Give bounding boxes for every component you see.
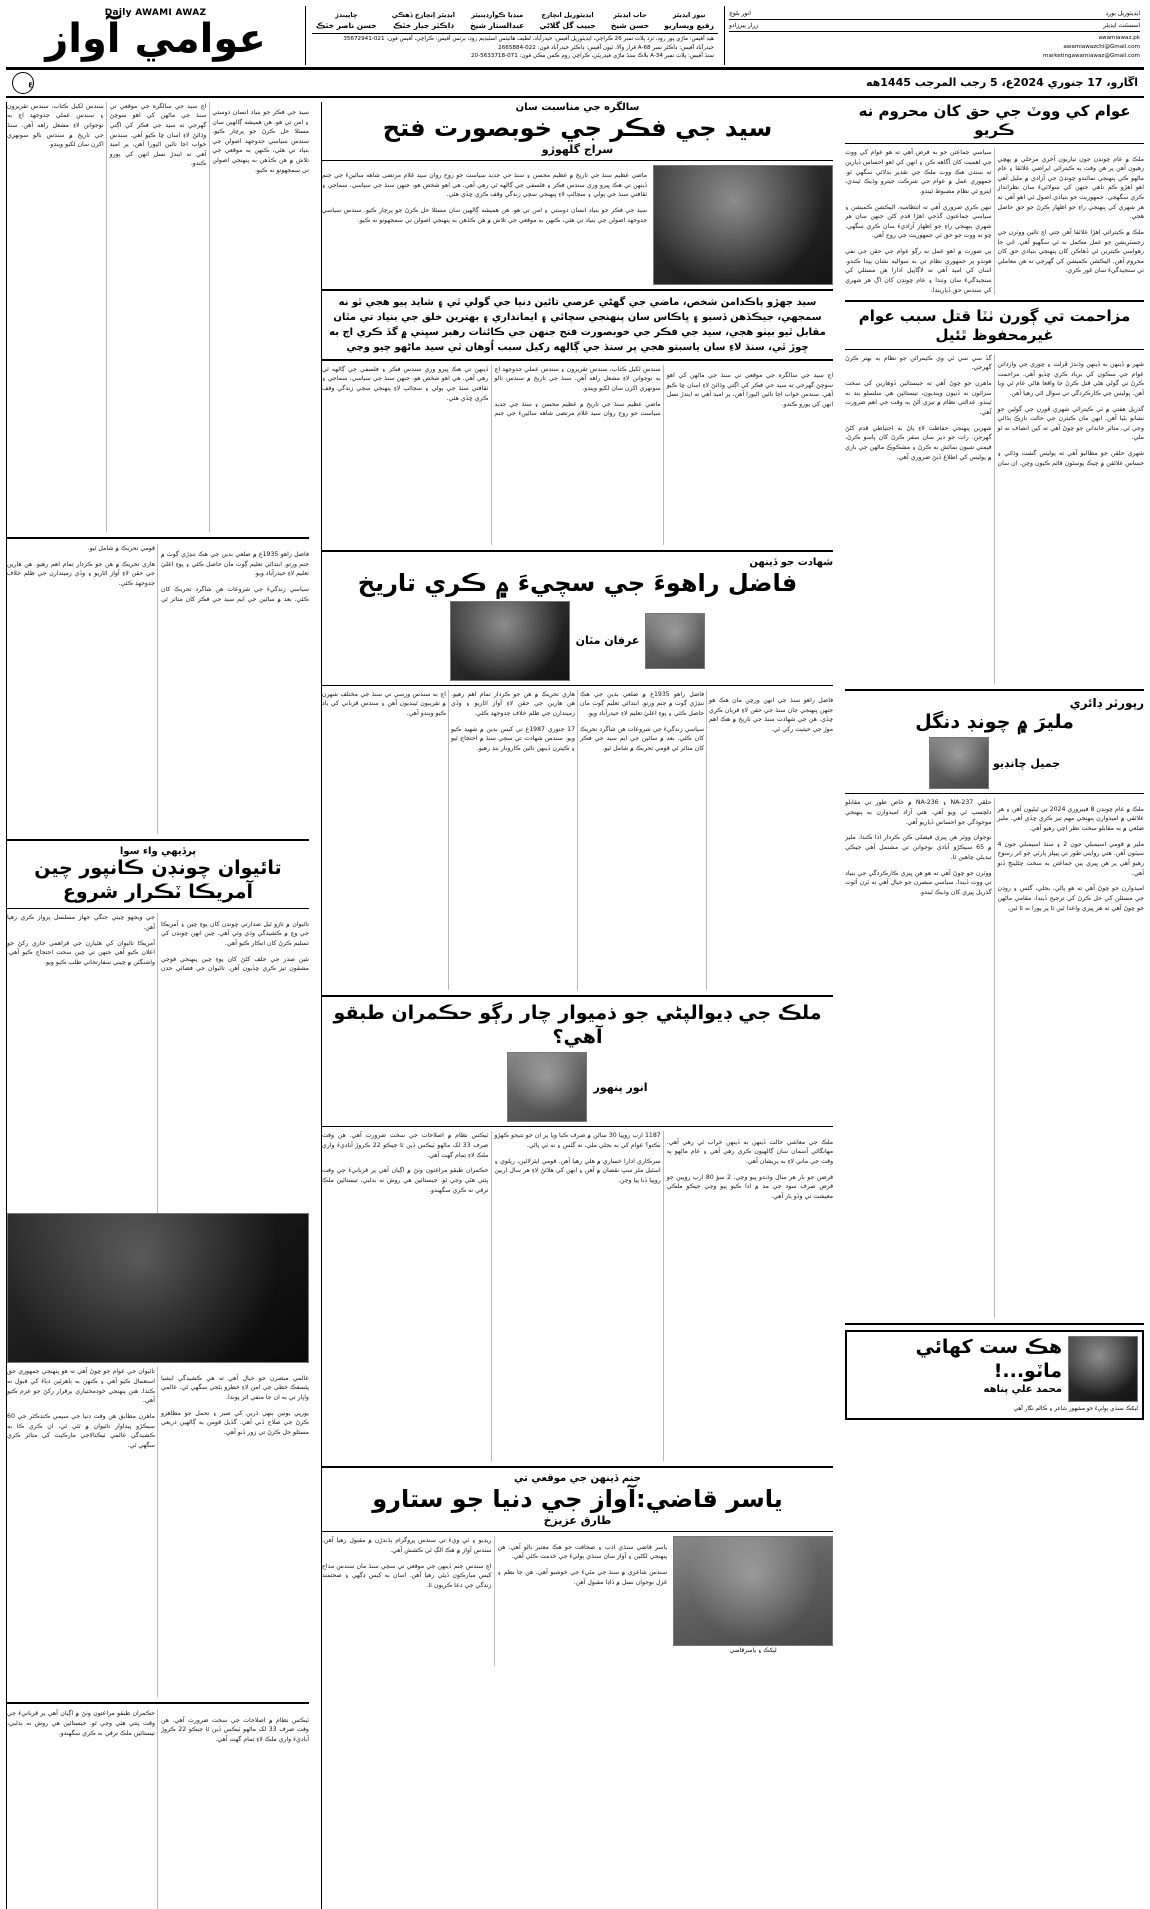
editorial-2-body [845, 354, 1144, 684]
staff-name-4: حبيب گل گلاڻي [539, 21, 596, 31]
staff-name-3: حسن شيخ [610, 21, 650, 31]
diary-p5: ووٽرن جو چوڻ آهي ته هو هن ڀيري ڪارڪردگي جي بنياد تي ووٽ ڏيندا. سياسي مبصرن جو خيال آهي ته ٽرن آئوٽ گذريل ڀيري کان وڌيڪ ٿيندو. [845, 869, 992, 896]
masthead [6, 6, 1144, 69]
staff-name-2: رفيع ويساريو [664, 21, 714, 31]
martyrdom-p0: فاضل راهو سنڌ جي انهن ورڇن مان هڪ هو جنهن پنهنجي جان سنڌ جي حقن لاءِ قربان ڪري ڇڏي. هن جي شهادت سنڌ جي تاريخ ۾ هڪ اهم موڙ جي حيثيت رکي ٿي. [709, 697, 834, 733]
diary-author-photo [929, 737, 989, 789]
left-mid-p2: هاري تحريڪ ۾ هن جو ڪردار تمام اهم رهيو. هن هارين جي حقن لاءِ آواز اٿاريو ۽ وڏي زميندارن جي ظلم خلاف جدوجهد ڪئي. [7, 560, 155, 587]
yasir-kicker: جنم ڏينهن جي موقعي تي [514, 1473, 641, 1485]
economy-p0: ملڪ جي معاشي حالت ڏينهن به ڏينهن خراب ٿي رهي آهي. مهانگائي آسمان سان ڳالهيون ڪري رهي آهي ۽ عام ماڻهو ٻه وقت جي ماني لاءِ به پريشان آهي. [666, 1138, 834, 1165]
staff-role-7: ڇاپيندڙ [335, 10, 358, 19]
feature-byline: محمد علي پناهه [983, 1383, 1062, 1395]
lead-photo [653, 165, 833, 285]
dateline-text: اڱارو، 17 جنوري 2024ع، 5 رجب المرجب 1445هه [865, 76, 1138, 90]
yasir-p1: سندس شاعري ۾ سنڌ جي مٽيءَ جي خوشبو آهي. هن جا نظم ۽ غزل نوجوان نسل ۾ ڏاڍا مقبول آهن. [497, 1568, 668, 1586]
diary-p3: حلقي NA-237 ۽ NA-236 ۾ خاص طور تي مقابلو دلچسپ ٿي ويو آهي. هتي آزاد اميدوارن به پنهنجي موجودگي جو احساس ڏياريو آهي. [845, 799, 992, 826]
editorial-2-p3: ماهرن جو چوڻ آهي ته جيستائين ڏوهارين کي سخت سزائون نه ڏنيون وينديون، تيستائين هي سلسلو بند نه ٿيندو. عدالتي نظام ۾ تيزي آڻڻ به وقت جي اهم ضرورت آهي. [845, 380, 992, 416]
taiwan-p0: تائيوان ۾ تازو ٿيل صدارتي چونڊن کان پوءِ چين ۽ آمريڪا جي وچ ۾ ڪشيدگي وڌي وئي آهي. چين انهن چونڊن کي تسليم ڪرڻ کان انڪار ڪيو آهي. [160, 920, 309, 947]
diary-p1: ملير ۾ قومي اسيمبلي جون 2 ۽ سنڌ اسيمبلي جون 4 سيٽون آهن. هتي روايتي طور تي پيپلز پارٽي جو اثر رسوخ رهيو آهي پر هن ڀيري ٻين جماعتن به سخت چئلينج ڏنو آهي. [997, 840, 1144, 877]
dateline-bar [6, 69, 1144, 98]
taiwan-headline: تائيوان چونڊن ڪانپور چين آمريڪا ٽڪرار شروع [34, 856, 282, 903]
editorial-1-p3: تنهن ڪري ضروري آهي ته انتظاميه، اليڪشن ڪميشن ۽ سياسي جماعتون گڏجي اهڙا قدم کڻن جنهن سان هر شهري پنهنجي راءِ جو اظهار آزاديءَ سان ڪري سگهي. ڇو ته ووٽ جو حق ئي جمهوريت جي روح آهي. [845, 203, 992, 240]
yasir-photo-caption: ليکڪ ۽ ياسرقاضي [729, 1647, 777, 1655]
martyrdom-p5: اڄ به سندس ورسي تي سنڌ جي مختلف شهرن ۾ تقريبون ٿينديون آهن ۽ سندس قرباني کي ياد ڪيو ويندو آهي. [321, 690, 446, 718]
taiwan-article [7, 846, 309, 1698]
lead-p0: ماضي عظيم سنڌ جي تاريخ ۾ عظيم محسن ۽ سنڌ جي جديد سياست جو روح روان سيد غلام مرتضى شاهه سائينءَ جي جنم ڏينهن تي هڪ ڀيرو وري سندس فڪر ۽ فلسفي جي ڳالهه ٿي رهي آهي. هي اهو شخص هو، جنهن سنڌ جي سياسي، سماجي ۽ ثقافتي سنڌ جي ٻولي ۽ سڃاڻپ لاءِ پنهنجي سڄي زندگي وقف ڪري ڇڏي هئي. [321, 172, 648, 199]
staff-role-3: جاب ايڊيٽر [613, 10, 647, 19]
masthead-staff-block [306, 6, 724, 65]
contact-lines [312, 34, 718, 62]
left-cont-p2: سندس لکيل ڪتاب، سندس تقريرون ۽ سندس عملي جدوجهد اڄ به نوجوانن لاءِ مشعل راهه آهن. سنڌ جي تاريخ ۾ سندس نالو سونهري اکرن سان لکيو ويندو. [7, 102, 104, 149]
taiwan-photo [7, 1213, 309, 1363]
taiwan-body-bottom [7, 1367, 309, 1697]
editorial-1-headline: عوام کي ووٽ جي حق کان محروم نه ڪريو [858, 101, 1131, 139]
lead-pull-quote: سيد جهڙو پاڪدامن شخص، ماضي جي گهڻي عرصي تائين دنيا جي گولي ٿي ۽ شايد پيو هجي ٿو نه سمجهي، جيڪڏهن ڏسبو ۽ ڀاڪاس سان پنهنجي سچائي ۽ ايمانداري ۽ بهترين خلق جي بنياد تي مٿان مقابل ٿيو بيٺو هجي، سيد جي فڪر جي خوبصورت فتح جنهن جي ڪائنات رهبر سڀني ۾ گڏ ڪري اڄ به ڇوڙ ٿي، سنڌ لاءِ سان ياسبتو هجي پر سنڌ جي ڳالهه رکيل سبب اُوهان ٿي سيد ماڻهو چيو وڃي [322, 289, 833, 361]
lead-profile [322, 102, 833, 545]
diary-p4: نوجوان ووٽر هن ڀيري فيصلي ڪن ڪردار ادا ڪندا. ملير ۾ 65 سيڪڙو آبادي نوجوانن تي مشتمل آهي جيڪي تبديلي چاهين ٿا. [845, 834, 992, 861]
economy-headline: ملڪ جي ڊيوالپڻي جو ذميوار چار رڳو حڪمران طبقو آهي؟ [333, 1001, 822, 1048]
logo-sindhi: عوامي آواز [45, 16, 266, 62]
economy-author-photo [507, 1052, 587, 1122]
staff-role-4: ايڊيٽوريل انچارج [541, 10, 594, 19]
flag-icon [8, 1214, 308, 1362]
economy-p5: حڪمران طبقو مراعتون وٺڻ ۾ اڳيان آهي پر قربانيءَ جي وقت پٺتي هٽي وڃي ٿو. جيستائين هي روش نه بدلبي، تيستائين ملڪ ترقي نه ڪري سگهندو. [321, 1167, 489, 1194]
editorial-1-p4: ٻي صورت ۾ اهو عمل نه رڳو عوام جي حقن جي نفي هوندو پر جمهوري نظام تي به سواليه نشان پيدا ڪندو. اسان کي اميد آهي ته لاڳاپيل ادارا هن مسئلي کي سنجيدگيءَ سان وٺندا ۽ عام چونڊن کان اڳ هر شهري کي سندس حق ڏياريندا. [845, 248, 992, 294]
diary-headline: مليرَ ۾ چونڊ دنگل [915, 710, 1074, 733]
staff-name-1: زرار پيرزادو [729, 22, 759, 29]
lead-byline: سراج گلهوڙو [541, 142, 614, 156]
left-mid-p1: سياسي زندگيءَ جي شروعات هن شاگرد تحريڪ کان ڪئي. بعد ۾ سائين جي ايم سيد جي فڪر کان متاثر ٿي قومي تحريڪ ۾ شامل ٿيو. [87, 544, 309, 603]
martyrdom-subject-photo [450, 601, 570, 681]
staff-role-2: نيوز ايڊيٽر [672, 10, 706, 19]
diary-p0: ملڪ ۾ عام چونڊن 8 فيبروري 2024 تي ٿيڻيون آهن ۽ هر علائقي ۾ اميدوارن پنهنجي مهم تيز ڪري ڇڏي آهي. ملير ضلعي ۾ به مقابلو سخت نظر اچي رهيو آهي. [997, 805, 1144, 832]
yasir-body [322, 1536, 667, 1666]
staff-role-0: ايڊيٽوريل بورڊ [1105, 10, 1140, 17]
feature-title: هڪ ست کھائي [915, 1336, 1062, 1359]
lead-p1: سيد جي فڪر جو بنياد انسان دوستي ۽ امن تي هو. هن هميشه ڳالهين سان مسئلا حل ڪرڻ جو پرچار ڪيو. سندس سياسي جدوجهد اصولن جي بنياد تي هئي، ڪنهن به موقعي جي تلاش ۾ هن ڪڏهن به پنهنجي اصولن تي سمجهوتو نه ڪيو. [321, 207, 648, 224]
email-marketing[interactable]: marketingawamiawaz@Gmail.com [1043, 52, 1140, 59]
staff-name-5: عبدالستار شيخ [470, 21, 525, 31]
left-bot-p1: حڪمران طبقو مراعتون وٺڻ ۾ اڳيان آهي پر قربانيءَ جي وقت پٺتي هٽي وڃي ٿو. جيستائين هي روش نه بدلبي، تيستائين ملڪ ترقي نه ڪري سگهندو. [7, 1710, 155, 1737]
yasir-article [322, 1473, 833, 1666]
diary-p2: اميدوارن جو چوڻ آهي ته هو پاڻي، بجلي، گئس ۽ روڊن جي مسئلن کي حل ڪرڻ کي ترجيح ڏيندا. مقامي ماڻهن جو چوڻ آهي ته هر ڀيري واعدا ٿين ٿا پر پورا نه ٿا ٿين. [997, 885, 1144, 912]
contact-line-0: هيڊ آفيس: ماڙي پور روڊ، نزد پلاٽ نمبر 26 ڪراچي، ايڊيٽوريل آفيس: حيدرآباد، لطيف هائيٽس اسٽيڊيم روڊ، بزنس آفيس: ڪراچي، آفيس فون: 021-35672941 [343, 36, 714, 43]
yasir-byline: طارق عزيزخ [543, 1514, 612, 1528]
reporter-diary-section [845, 696, 1144, 1319]
taiwan-p6: ماهرن مطابق هن وقت دنيا جي سيمي ڪنڊڪٽر جي 60 سيڪڙو پيداوار تائيوان ۾ ٿئي ٿي، ان ڪري ڪا به ڪشيدگي عالمي ٽيڪنالاجي مارڪيٽ کي متاثر ڪري سگهي ٿي. [7, 1412, 155, 1449]
left-top-continuation [7, 102, 309, 532]
lead-headline: سيد جي فڪر جي خوبصورت فتح [382, 113, 773, 142]
editorial-2-headline: مزاحمت تي ڳورن ٺٽا قتل سبب عوام غيرمحفوظ ٿئيل [858, 307, 1131, 344]
martyrdom-p1: فاضل راهو 1935ع ۾ ضلعي بدين جي هڪ ننڍڙي ڳوٺ ۾ جنم ورتو. ابتدائي تعليم ڳوٺ مان حاصل ڪئي ۽ پوءِ اعليٰ تعليم لاءِ حيدرآباد ويو. [580, 690, 705, 718]
contact-line-1: حيدرآباد آفيس: ڊاڪٽر نمبر A-68 قرار والا، ٽيون آفيس: ڊاڪٽر حيدرآباد فون: 022-2665884 [498, 44, 714, 51]
editorial-1-body [845, 148, 1144, 295]
yasir-p0: ياسر قاضي سنڌي ادب ۽ صحافت جو هڪ معتبر نالو آهي. هن پنهنجي لکڻين ۽ آواز سان سنڌي ٻوليءَ جي خدمت ڪئي آهي. [497, 1543, 668, 1561]
martyrdom-author-photo [645, 613, 705, 669]
left-cont-p0: سيد جي فڪر جو بنياد انسان دوستي ۽ امن تي هو. هن هميشه ڳالهين سان مسئلا حل ڪرڻ جو پرچار ڪيو. سندس سياسي جدوجهد اصولن جي بنياد تي هئي، ڪنهن به موقعي جي تلاش ۾ هن ڪڏهن به پنهنجي اصولن تي سمجهوتو نه ڪيو. [212, 109, 309, 174]
diary-byline: جميل چانڊيو [993, 756, 1061, 770]
editorial-2-p4: شهرين پنهنجي حفاظت لاءِ پاڻ به احتياطي قدم کڻڻ گهرجن. رات جو دير سان سفر ڪرڻ کان پاسو ڪرڻ، قيمتي شيون نمائش نه ڪرڻ ۽ مشڪوڪ ماڻهن جي باري ۾ پوليس کي اطلاع ڏيڻ ضروري آهي. [845, 424, 992, 461]
taiwan-p5: تائيوان جي عوام جو چوڻ آهي ته هو پنهنجي جمهوري حق استعمال ڪيو آهي ۽ ڪنهن به ٻاهرئين دٻاءَ کي قبول نه ڪندا. هنن پنهنجي خودمختياري برقرار رکڻ جو عزم ڪيو آهي. [7, 1368, 155, 1405]
logo-english: Daily AWAMI AWAZ [104, 8, 207, 18]
masthead-contact-block [724, 6, 1144, 65]
column-left [6, 102, 315, 1909]
column-middle [321, 102, 839, 1909]
main-content-grid [6, 102, 1144, 1909]
staff-name-7: حسن ناصر خٽڪ [316, 21, 377, 31]
lead-p2: اڄ سيد جي سالگره جي موقعي تي سنڌ جي ماڻهن کي اهو سوچڻ گهرجي ته سيد جي فڪر کي اڳتي وڌائڻ لاءِ اسان ڇا ڪيو آهي. سندس خواب اڃا تائين اڻپورا آهن، پر اميد آهي ته ايندڙ نسل انهن کي پورو ڪندو. [666, 372, 834, 408]
lead-p3: سندس لکيل ڪتاب، سندس تقريرون ۽ سندس عملي جدوجهد اڄ به نوجوانن لاءِ مشعل راهه آهن. سنڌ جي تاريخ ۾ سندس نالو سونهري اکرن سان لکيو ويندو. [494, 365, 661, 393]
staff-role-5: ميڊيا ڪوآرڊينيٽر [471, 10, 524, 19]
editorial-1-p2: سياسي جماعتن جو به فرض آهي ته هو عوام کي ووٽ جي اهميت کان آگاهه ڪن ۽ انهن کي اهو احساس ڏيارين ته سندن هڪ ووٽ ملڪ جي تقدير بدلائي سگهي ٿو. جمهوري عمل ۾ عوام جي شرڪت جيترو وڌيڪ ٿيندي، ايترو ئي نظام مضبوط ٿيندو. [845, 149, 992, 195]
martyrdom-article [322, 557, 833, 990]
email-site[interactable]: awamiawaz.pk [1098, 35, 1140, 41]
email-editorial[interactable]: awamiawazchi@Gmail.com [1063, 43, 1140, 50]
yasir-p3: اڄ سندس جنم ڏينهن جي موقعي تي سڄي سنڌ مان سندس مداح کيس مبارڪون ڏيئي رهيا آهن. اسان به کيس ڊگهي ۽ صحتمند زندگي جي دعا ڪريون ٿا. [321, 1562, 492, 1589]
martyrdom-p2: سياسي زندگيءَ جي شروعات هن شاگرد تحريڪ کان ڪئي. بعد ۾ سائين جي ايم سيد جي فڪر کان متاثر ٿي قومي تحريڪ ۾ شامل ٿيو. [580, 725, 705, 753]
martyrdom-headline: فاضل راهوءَ جي سچيءَ ۾ ڪري تاريخ [357, 568, 798, 597]
staff-role-1: اسسٽنٽ ايڊيٽر [1103, 22, 1140, 29]
masthead-logo-block [6, 6, 306, 65]
economy-p2: 1187 ارب روپيا 30 سالن ۾ صرف ڪيا ويا پر ان جو نتيجو ڪهڙو نڪتو؟ عوام کي نه بجلي ملي، نه گئس ۽ نه ئي پاڻي. [494, 1132, 661, 1149]
editorial-2-p0: شهر ۾ ڏينهن به ڏينهن وڌندڙ ڦرلٽ ۽ چوري جي وارداتن عوام جي سڪون کي برباد ڪري ڇڏيو آهي. مزاحمت ڪرڻ تي گولي هڻي قتل ڪرڻ جا واقعا هاڻي عام ٿي ويا آهن. پوليس جي ڪارڪردگي تي سوال اٿي رهيا آهن. [997, 360, 1144, 397]
left-bot-p0: ٽيڪس نظام ۾ اصلاحات جي سخت ضرورت آهي. هن وقت صرف 33 لک ماڻهو ٽيڪس ڏين ٿا جيڪو 22 ڪروڙ آباديءَ واري ملڪ لاءِ تمام گهٽ آهي. [160, 1716, 309, 1743]
bottom-feature-box [845, 1330, 1144, 1419]
lead-p0-repeat: ماضي عظيم سنڌ جي تاريخ ۾ عظيم محسن ۽ سنڌ جي جديد سياست جو روح روان سيد غلام مرتضى شاهه سائينءَ جي جنم ڏينهن تي هڪ ڀيرو وري سندس فڪر ۽ فلسفي جي ڳالهه ٿي رهي آهي. هي اهو شخص هو، جنهن سنڌ جي سياسي، سماجي ۽ ثقافتي سنڌ جي ٻولي ۽ سڃاڻپ لاءِ پنهنجي سڄي زندگي وقف ڪري ڇڏي هئي. [321, 365, 661, 418]
lead-body [322, 365, 833, 545]
staff-name-0: انور بلوچ [729, 10, 751, 17]
taiwan-body-top [7, 913, 309, 1213]
martyrdom-byline: عرفان مٽان [575, 634, 640, 648]
editorial-1-p1: ملڪ ۾ ڪيترائي اهڙا علائقا آهن جتي اڄ تائين ووٽرن جي رجسٽريشن جو عمل مڪمل نه ٿي سگهيو آهي. اتي جا رهواسي ڪيترين ئي ڏهاڪن کان پنهنجي بنيادي حق کان محروم آهن. اليڪشن ڪميشن کي گهرجي ته هن معاملي تي سنجيدگيءَ سان غور ڪري. [997, 228, 1144, 275]
staff-role-6: ايڊيٽر اِنچارج ڏهڪي [391, 10, 455, 19]
column-right [845, 102, 1144, 1909]
economy-p1: قرضن جو بار هر سال وڌندو پيو وڃي. 2 سؤ 80 ارب روپين جو قرض صرف سود جي مد ۾ ادا ڪيو پيو وڃي جيڪو ملڪي معيشت تي وڏو بار آهي. [666, 1173, 834, 1200]
editorial-2-p1: گذريل هفتي ۾ ئي ڪيترائي شهري ڦورن جي گولين جو نشانو بڻيا آهن. انهن مان ڪيترن جي حالت نازڪ ٻڌائي وڃي ٿي. متاثر خاندانن جو چوڻ آهي ته کين انصاف نه ٿو ملي. [997, 405, 1144, 442]
yasir-p2: ريڊيو ۽ ٽي ويءَ تي سندس پروگرام ٻڌندڙن ۾ مقبول رهيا آهن. سندس آواز ۾ هڪ الڳ ئي ڪشش آهي. [321, 1537, 492, 1554]
contact-line-2: سنڌ آفيس: پلاٽ نمبر A-34 بلاڪ سنڌ ماڙي فيڊريٽي، ڪراچي روم ڪمن مڪي فون: 071-5633718-20 [470, 53, 714, 60]
economy-byline: انور پنهور [593, 1080, 648, 1094]
left-bottom-continuation [7, 1709, 309, 1909]
staff-name-6: ڊاڪٽر جبار خٽڪ [393, 21, 454, 31]
feature-subtitle: ماٽو...! [993, 1360, 1062, 1383]
taiwan-p3: عالمي مبصرن جو خيال آهي ته هي ڪشيدگي ايشيا پئسفڪ خطي جي امن لاءِ خطرو بڻجي سگهي ٿي. عالمي واپار تي به ان جا منفي اثر پوندا. [160, 1374, 309, 1401]
lead-kicker: سالگره جي مناسبت سان [515, 101, 640, 113]
feature-footer: ليکڪ سنڌي ٻوليءَ جو مشهور شاعر ۽ ڪالم نگار آهي [1013, 1406, 1138, 1413]
yasir-photo [673, 1536, 833, 1646]
economy-p3: سرڪاري ادارا خساري ۾ هلي رهيا آهن. قومي ايئرلائين، ريلوي ۽ اسٽيل ملز سڀ نقصان ۾ آهن ۽ انهن کي هلائڻ لاءِ هر سال اربين روپيا ڏنا پيا وڃن. [494, 1157, 661, 1184]
taiwan-p4: يورپي يونين ٻنهي ڌرين کي صبر ۽ تحمل جو مظاهرو ڪرڻ جي صلاح ڏني آهي. گڏيل قومن به ڳالهين ذريعي مسئلو حل ڪرڻ تي زور ڏنو آهي. [160, 1409, 309, 1436]
diary-body [845, 798, 1144, 1318]
diary-title: رپورٽر ڊائري [1069, 695, 1144, 710]
taiwan-p2: آمريڪا تائيوان کي هٿيارن جي فراهمي جاري رکڻ جو اعلان ڪيو آهي جنهن تي چين سخت احتجاج ڪيو آهي. واشنگٽن ۾ چيني سفارتخاني طلب ڪيو ويو. [7, 939, 155, 966]
martyrdom-p4: 17 جنوري 1987ع تي کيس بدين ۾ شهيد ڪيو ويو. سندس شهادت تي سڄي سنڌ ۾ احتجاج ٿيو ۽ ڪيترن ڏينهن تائين ڪاروبار بند رهيو. [450, 725, 576, 753]
martyrdom-body [322, 690, 833, 990]
feature-author-photo [1068, 1336, 1138, 1402]
lead-intro [322, 165, 647, 285]
left-mid-continuation [7, 544, 309, 834]
yasir-headline: ياسر قاضي:آواز جي دنيا جو ستارو [372, 1485, 783, 1514]
seal-icon: ع [12, 72, 34, 94]
martyrdom-kicker: شهادت جو ڏينهن [749, 556, 834, 568]
left-mid-p0: فاضل راهو 1935ع ۾ ضلعي بدين جي هڪ ننڍڙي ڳوٺ ۾ جنم ورتو. ابتدائي تعليم ڳوٺ مان حاصل ڪئي ۽ پوءِ اعليٰ تعليم لاءِ حيدرآباد ويو. [160, 551, 309, 578]
taiwan-p1: نئين صدر جي حلف کڻڻ کان پوءِ چين پنهنجي فوجي مشقون تيز ڪري ڇڏيون آهن. تائيوان جي فضائي حدن جي ويجهو چيني جنگي جهاز مسلسل پرواز ڪري رهيا آهن. [7, 914, 309, 973]
editorial-1-p0: ملڪ ۾ عام چونڊن جون تياريون آخري مرحلي ۾ پهچي رهيون آهن پر هن وقت به ڪيترائي ايراضي علائقا ۽ عام ماڻهو ڪي پنهنجي نمائندو چونڊڻ جي آزادي ۾ مليل آهي اهو اهڙو ڪم ناهي جنهن کي سولائيءَ سان نظرانداز ڪري سگهجي. جمهوريت جو بنيادي اصول ئي اهو آهي ته هر شهري کي پنهنجي راءِ جو اظهار ڪرڻ جو حق حاصل هجي. [997, 155, 1144, 221]
economy-body [322, 1131, 833, 1461]
left-cont-p1: اڄ سيد جي سالگره جي موقعي تي سنڌ جي ماڻهن کي اهو سوچڻ گهرجي ته سيد جي فڪر کي اڳتي وڌائڻ لاءِ اسان ڇا ڪيو آهي. سندس خواب اڃا تائين اڻپورا آهن، پر اميد آهي ته ايندڙ نسل انهن کي پورو ڪندو. [109, 102, 207, 168]
taiwan-kicker: پرڏيهي واء سوا [119, 845, 197, 857]
economy-p4: ٽيڪس نظام ۾ اصلاحات جي سخت ضرورت آهي. هن وقت صرف 33 لک ماڻهو ٽيڪس ڏين ٿا جيڪو 22 ڪروڙ آباديءَ واري ملڪ لاءِ تمام گهٽ آهي. [321, 1132, 489, 1159]
editorial-2-p2: شهري حلقن جو مطالبو آهي ته پوليس گشت وڌائي ۽ حساس علائقن ۾ چيڪ پوسٽون قائم ڪيون وڃن. ان سان گڏ سي سي ٽي وي ڪيمرائن جو نظام به بهتر ڪرڻ گهرجي. [845, 354, 1144, 467]
economy-article [322, 1002, 833, 1462]
martyrdom-p3: هاري تحريڪ ۾ هن جو ڪردار تمام اهم رهيو. هن هارين جي حقن لاءِ آواز اٿاريو ۽ وڏي زميندارن جي ظلم خلاف جدوجهد ڪئي. [450, 690, 576, 718]
